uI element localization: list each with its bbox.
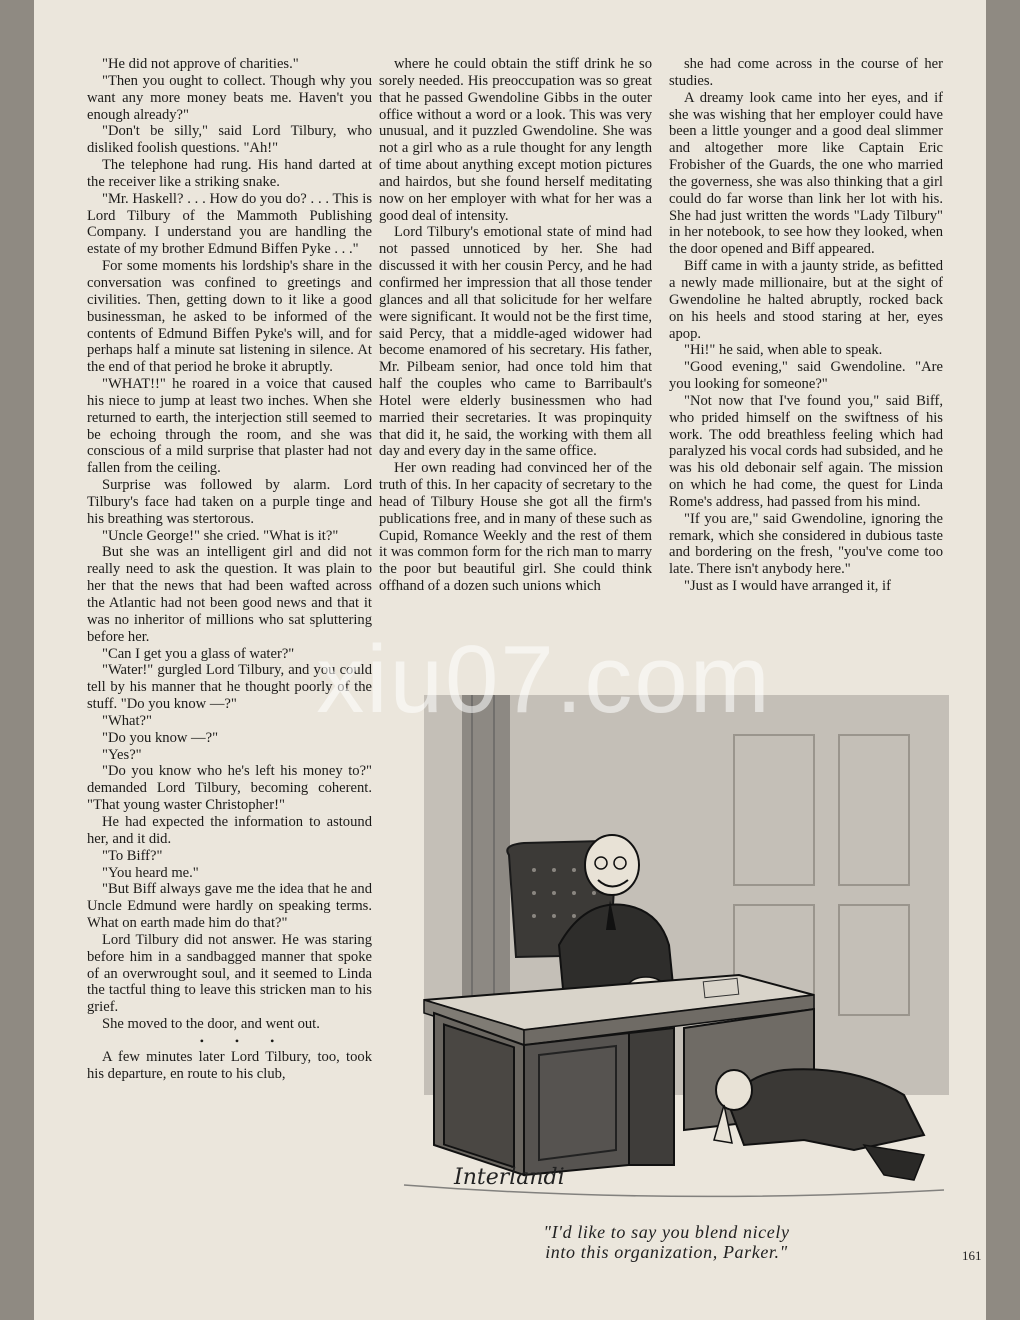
paragraph: "But Biff always gave me the idea that he and Uncle Edmund were hardly on speaking terms. What on earth made him do that?" (87, 881, 372, 932)
paragraph: Lord Tilbury's emotional state of mind had not passed unnoticed by her. She had discussed it with her cousin Percy, and he had confirmed her impression that all those tender glances and all that solicitude for her welfare were significant. It would not be the first time, said Percy, that a middle-aged widower had become enamored of his secretary. His father, Mr. Pilbeam senior, had once told him that half the couples who came to Barribault's Hotel were elderly businessmen who had married their secretaries. It was propinquity that did it, he said, the working with them all day and every day in the same office. (379, 224, 652, 460)
paragraph: She moved to the door, and went out. (102, 1016, 320, 1033)
paragraph: "Water!" gurgled Lord Tilbury, and you could tell by his manner that he thought poorly of the stuff. "Do you know —?" (87, 662, 372, 713)
paragraph: Her own reading had convinced her of the truth of this. In her capacity of secretary to the head of Tilbury House she got all the firm's publications free, and in many of these such as Cupid, Romance Weekly and the rest of them it was common form for the rich man to marry the poor but beautiful girl. She could think offhand of a dozen such unions which (379, 460, 652, 595)
paragraph: "Uncle George!" she cried. "What is it?" (102, 527, 339, 544)
caption-line: into this organization, Parker." (545, 1242, 788, 1262)
cartoon-illustration (384, 695, 949, 1215)
caption-line: "I'd like to say you blend nicely (543, 1222, 790, 1242)
magazine-page (34, 0, 986, 1320)
paragraph: "Don't be silly," said Lord Tilbury, who disliked foolish questions. "Ah!" (87, 123, 372, 157)
paragraph: "Hi!" he said, when able to speak. (684, 342, 883, 359)
text-column-3 (669, 56, 943, 595)
cartoon-caption (384, 1222, 949, 1262)
kneeling-man-legs (864, 1145, 924, 1180)
text-column-2 (379, 56, 652, 595)
cartoon-drawing (384, 695, 949, 1215)
paragraph: "Then you ought to collect. Though why you want any more money beats me. Haven't you enough already?" (87, 72, 372, 123)
desk-pedestal-side (629, 1028, 674, 1165)
paragraph: For some moments his lordship's share in the conversation was confined to greetings and civilities. Then, getting down to it like a good businessman, he asked to be informed of the contents of Edmund Biffen Pyke's will, and for perhaps half a minute sat listening in silence. At the end of that period he broke it abruptly. (87, 258, 372, 376)
paragraph: He had expected the information to astound her, and it did. (87, 813, 372, 847)
paragraph: A few minutes later Lord Tilbury, too, took his departure, en route to his club, (87, 1048, 372, 1082)
text-column-1 (87, 56, 372, 1083)
paragraph: "You heard me." (102, 864, 199, 881)
paragraph: Biff came in with a jaunty stride, as befitted a newly made millionaire, but at the sight of Gwendoline he halted abruptly, rocked back on his heels and stood staring at her, eyes apop. (669, 258, 943, 342)
kneeling-man-head (716, 1070, 752, 1110)
paragraph: "WHAT!!" he roared in a voice that caused his niece to jump at least two inches. When she returned to earth, the interjection still seemed to be echoing through the room, and she was conscious of a mild surprise that plaster had not fallen from the ceiling. (87, 376, 372, 477)
paragraph: she had come across in the course of her studies. (669, 56, 943, 89)
desk-side-panel (444, 1024, 514, 1167)
paragraph: "Good evening," said Gwendoline. "Are you looking for someone?" (669, 359, 943, 393)
paragraph: "He did not approve of charities." (102, 56, 299, 72)
section-separator: • • • (199, 1033, 289, 1048)
paragraph: where he could obtain the stiff drink he so sorely needed. His preoccupation was so great that he passed Gwendoline Gibbs in the outer office without a word or a look. This was very unusual, and it puzzled Gwendoline. She was not a girl who as a rule thought for any length of time about anything except motion pictures and hairdos, but she found herself meditating now on her employer with what for her was a good deal of intensity. (379, 56, 652, 224)
watermark: xiu07.com (316, 626, 772, 733)
paragraph: The telephone had rung. His hand darted at the receiver like a striking snake. (87, 157, 372, 190)
paragraph: A dreamy look came into her eyes, and if she was wishing that her employer could have been a little younger and a good deal slimmer and altogether more like Captain Eric Frobisher of the Guards, the one who married the governess, she was also thinking that a girl could do far worse than link her lot with his. She had just written the words "Lady Tilbury" in her notebook, to see how they looked, when the door opened and Biff appeared. (669, 89, 943, 258)
paragraph: Lord Tilbury did not answer. He was staring before him in a sandbagged manner that spoke of an overwrought soul, and it seemed to Linda the tactful thing to leave this stricken man to his grief. (87, 931, 372, 1016)
paragraph: "Mr. Haskell? . . . How do you do? . . . This is Lord Tilbury of the Mammoth Publishing Company. I understand you are handling the estate of my brother Edmund Biffen Pyke . . ." (87, 190, 372, 258)
paragraph: But she was an intelligent girl and did not really need to ask the question. It was plain to her that the news that had been wafted across the Atlantic had not been good news and that it was no inheritor of millions who sat spluttering before her. (87, 544, 372, 645)
paragraph: "Just as I would have arranged it, if (684, 578, 891, 595)
artist-signature: Interlandi (454, 1165, 565, 1190)
paragraph: "If you are," said Gwendoline, ignoring the remark, which she considered in dubious taste and bordering on the fresh, "you've come too late. There isn't anybody here." (669, 510, 943, 578)
paragraph: "Can I get you a glass of water?" (102, 645, 295, 662)
paragraph: "What?" (102, 712, 152, 729)
paragraph: "Not now that I've found you," said Biff, who prided himself on the swiftness of his work. The odd breathless feeling which had paralyzed his vocal cords had subsided, and he was his old debonair self again. The mission on which he had come, the quest for Linda Rome's address, had passed from his mind. (669, 392, 943, 510)
paragraph: "Yes?" (102, 746, 142, 763)
paragraph: "To Biff?" (102, 847, 163, 864)
paragraph: "Do you know who he's left his money to?" demanded Lord Tilbury, becoming coherent. "That young waster Christopher!" (87, 763, 372, 814)
paragraph: Surprise was followed by alarm. Lord Tilbury's face had taken on a purple tinge and his breathing was stertorous. (87, 477, 372, 527)
paragraph: "Do you know —?" (102, 729, 219, 746)
page-number: 161 (962, 1248, 982, 1263)
